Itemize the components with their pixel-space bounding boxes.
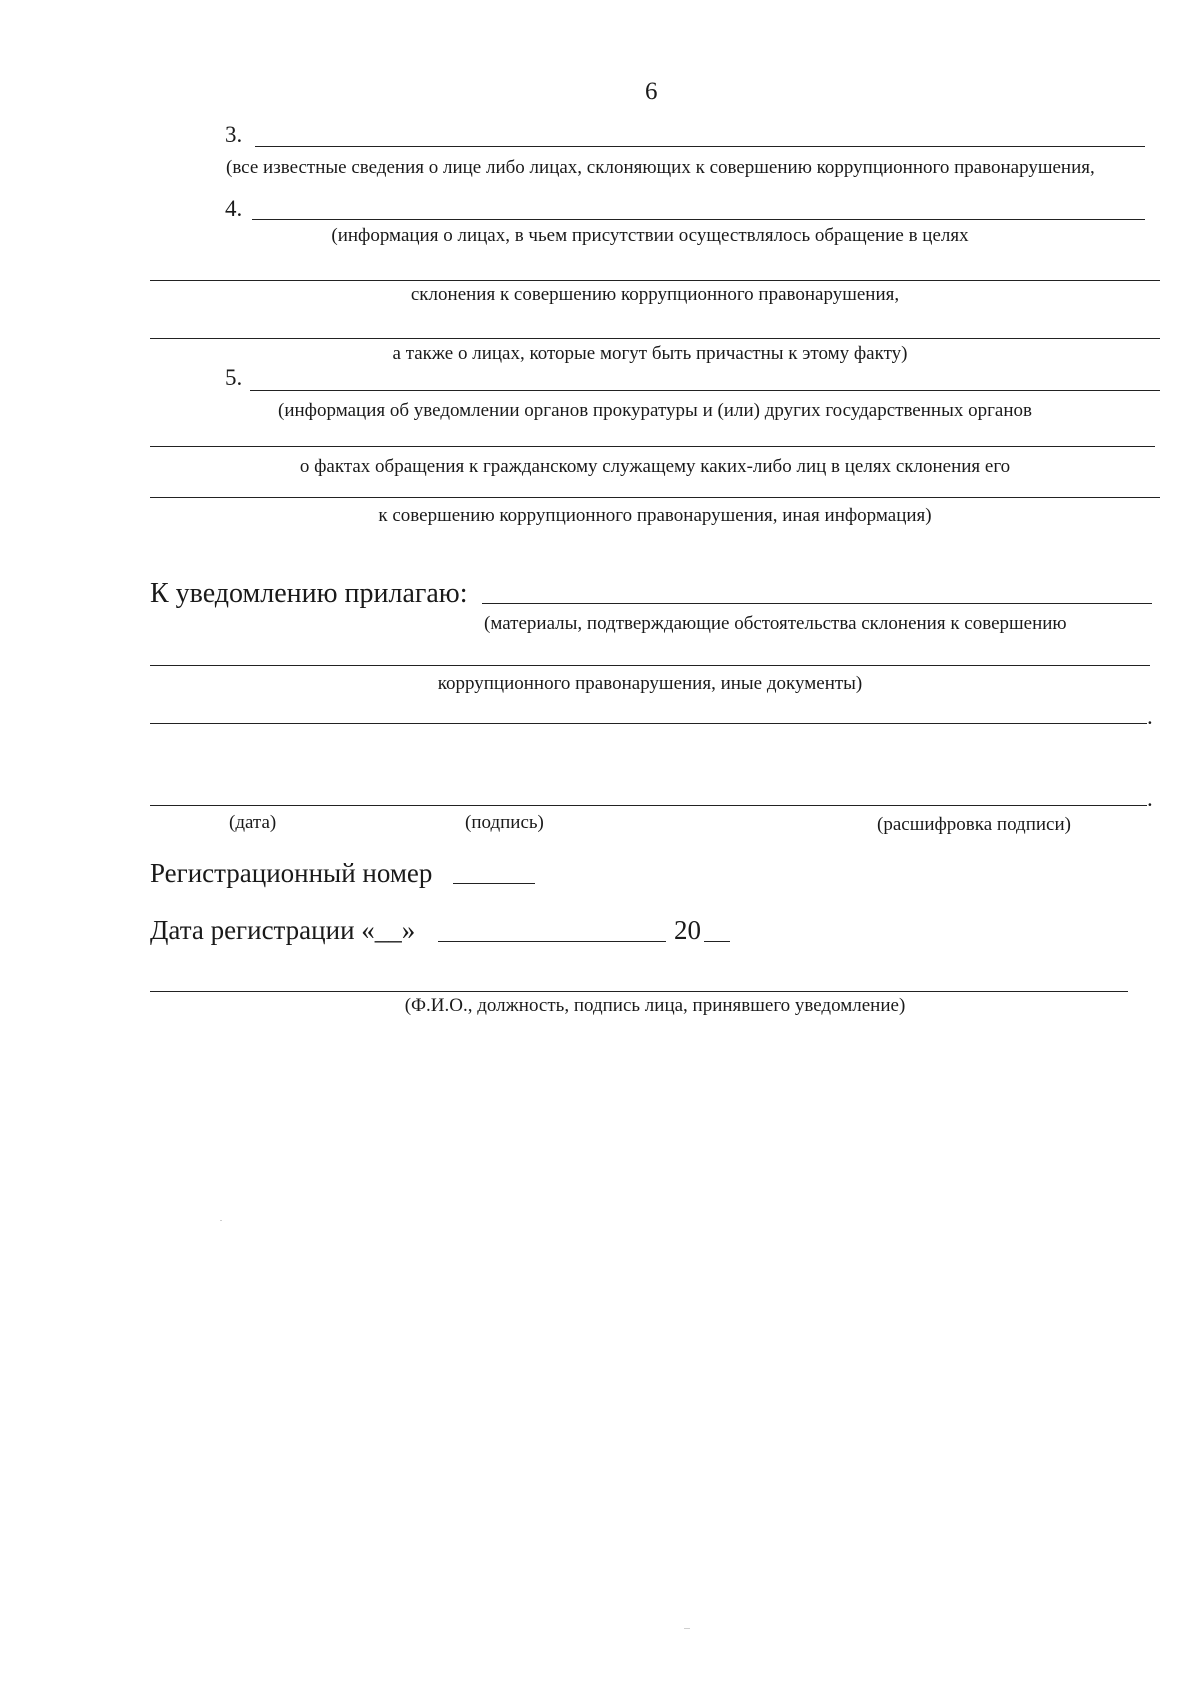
item-4-caption-2: склонения к совершению коррупционного правонарушения, xyxy=(410,284,900,305)
item-5-number: 5. xyxy=(225,365,243,390)
decode-caption: (расшифровка подписи) xyxy=(877,814,1071,835)
receiver-caption: (Ф.И.О., должность, подпись лица, принявшего уведомление) xyxy=(404,995,906,1016)
attachments-label: К уведомлению прилагаю: xyxy=(150,578,468,609)
item-4-line-3 xyxy=(150,338,1160,339)
signature-line xyxy=(150,805,1147,806)
attachments-end-dot: . xyxy=(1147,704,1153,729)
registration-month-line xyxy=(438,941,666,942)
item-5-caption-1: (информация об уведомлении органов прокуратуры и (или) других государственных органов xyxy=(278,400,1032,421)
item-3-number: 3. xyxy=(225,122,243,147)
item-4-fill-line xyxy=(252,219,1145,220)
signature-end-dot: . xyxy=(1147,786,1153,811)
date-caption: (дата) xyxy=(229,812,277,833)
item-4-caption-3: а также о лицах, которые могут быть причастны к этому факту) xyxy=(392,343,908,364)
registration-number-line xyxy=(453,883,535,884)
attachments-caption-2: коррупционного правонарушения, иные документы) xyxy=(437,673,863,694)
registration-year-line xyxy=(704,941,730,942)
attachments-line-2 xyxy=(150,665,1150,666)
item-5-caption-3: к совершению коррупционного правонарушения, иная информация) xyxy=(378,505,932,526)
registration-date-label: Дата регистрации «__» xyxy=(150,915,416,945)
receiver-line xyxy=(150,991,1128,992)
item-4-number: 4. xyxy=(225,196,243,221)
registration-year-prefix: 20 xyxy=(674,915,701,945)
item-5-fill-line xyxy=(250,390,1160,391)
item-4-line-2 xyxy=(150,280,1160,281)
attachments-line-3 xyxy=(150,723,1147,724)
item-3-caption: (все известные сведения о лице либо лицах, склоняющих к совершению коррупционного правонарушения, xyxy=(226,157,1095,178)
registration-number-label: Регистрационный номер xyxy=(150,858,433,888)
item-4-caption-1: (информация о лицах, в чьем присутствии осуществлялось обращение в целях xyxy=(331,225,969,246)
scan-speck xyxy=(684,1628,690,1629)
item-5-caption-2: о фактах обращения к гражданскому служащему каких-либо лиц в целях склонения его xyxy=(299,456,1011,477)
attachments-caption-1: (материалы, подтверждающие обстоятельства склонения к совершению xyxy=(484,613,1067,634)
item-5-line-3 xyxy=(150,497,1160,498)
scan-speck xyxy=(220,1220,222,1221)
item-3-fill-line xyxy=(255,146,1145,147)
sign-caption: (подпись) xyxy=(465,812,544,833)
item-5-line-2 xyxy=(150,446,1155,447)
page-number: 6 xyxy=(645,78,658,105)
attachments-fill-line xyxy=(482,603,1152,604)
